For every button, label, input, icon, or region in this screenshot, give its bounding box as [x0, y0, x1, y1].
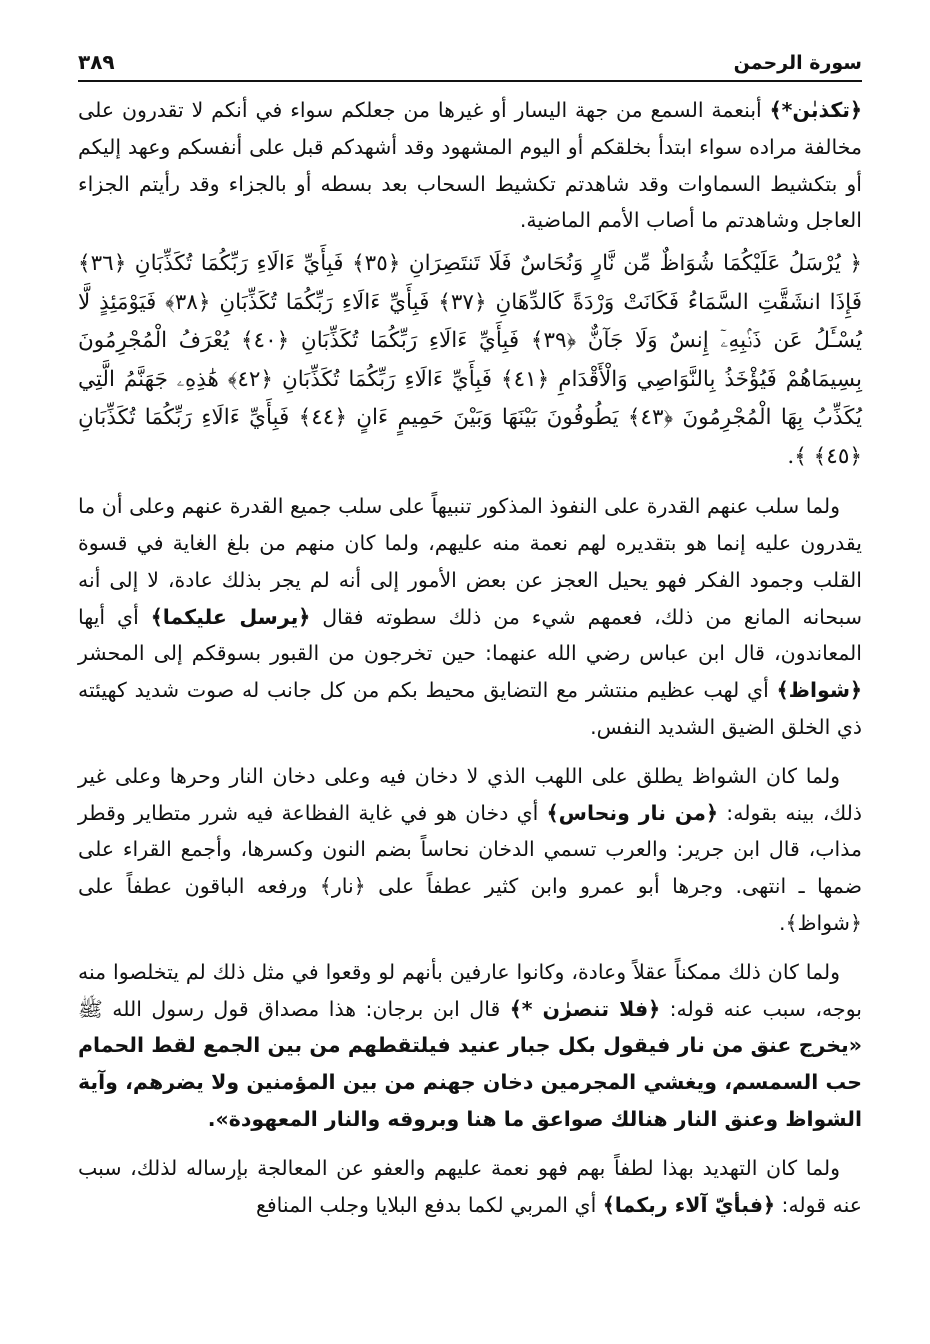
commentary-text: أي دخان هو في غاية الفظاعة فيه شرر متطاير وقطر مذاب، قال ابن جرير: والعرب تسمي الدخان نحاساً بضم النون وكسرها، وأجمع القراء على ضمها ـ انتهى. وجرها أبو عمرو وابن كثير عطفاً على ﴿نار﴾ ورفعه الباقون عطفاً على ﴿شواظ﴾.	[78, 800, 862, 935]
commentary-text: أبنعمة السمع من جهة اليسار أو غيرها من جعلكم سواء في أنكم لا تقدرون على مخالفة مراده سواء ابتدأ بخلقكم أو اليوم المشهود وقد أشهدكم قبل على أنفسكم وعهد إليكم أو بتكشيط السماوات وقد شاهدتم تكشيط السحاب بعد بسطه أو بالجزاء وقد رأيتم الجزاء العاجل وشاهدتم ما أصاب الأمم الماضية.	[78, 98, 862, 233]
commentary-paragraph	[78, 1150, 862, 1224]
commentary-paragraph	[78, 954, 862, 1138]
quran-quote: ﴿فلا تنصرٰن *﴾	[509, 996, 661, 1021]
book-page	[78, 40, 862, 1320]
quran-verses-block: ﴿ يُرْسَلُ عَلَيْكُمَا شُوَاظٌ مِّن نَّارٍ وَنُحَاسٌ فَلَا تَنتَصِرَانِ ﴿٣٥﴾ فَبِأَيِّ ءَالَاءِ رَبِّكُمَا تُكَذِّبَانِ ﴿٣٦﴾ فَإِذَا انشَقَّتِ السَّمَاءُ فَكَانَتْ وَرْدَةً كَالدِّهَانِ ﴿٣٧﴾ فَبِأَيِّ ءَالَاءِ رَبِّكُمَا تُكَذِّبَانِ ﴿٣٨﴾ فَيَوْمَئِذٍ لَّا يُسْـَٔلُ عَن ذَنۢبِهِۦٓ إِنسٌ وَلَا جَآنٌّ ﴿٣٩﴾ فَبِأَيِّ ءَالَاءِ رَبِّكُمَا تُكَذِّبَانِ ﴿٤٠﴾ يُعْرَفُ الْمُجْرِمُونَ بِسِيمَاهُمْ فَيُؤْخَذُ بِالنَّوَاصِي وَالْأَقْدَامِ ﴿٤١﴾ فَبِأَيِّ ءَالَاءِ رَبِّكُمَا تُكَذِّبَانِ ﴿٤٢﴾ هَٰذِهِۦ جَهَنَّمُ الَّتِي يُكَذِّبُ بِهَا الْمُجْرِمُونَ ﴿٤٣﴾ يَطُوفُونَ بَيْنَهَا وَبَيْنَ حَمِيمٍ ءَانٍ ﴿٤٤﴾ فَبِأَيِّ ءَالَاءِ رَبِّكُمَا تُكَذِّبَانِ ﴿٤٥﴾ ﴾.	[78, 251, 863, 469]
commentary-text: ولما كان الشواظ يطلق على اللهب الذي لا دخان فيه وعلى دخان النار وحرها وعلى غير ذلك، بينه بقوله:	[78, 763, 863, 825]
commentary-paragraph	[78, 758, 862, 942]
commentary-text: أي أيها المعاندون، قال ابن عباس رضي الله عنهما: حين تخرجون من القبور بسوقكم إلى المحشر	[78, 604, 862, 666]
hadith-quote: «يخرج عنق من نار فيقول بكل جبار عنيد فيلتقطهم من بين الجمع لقط الحمام حب السمسم، ويغشي المجرمين دخان جهنم من بين المؤمنين ولا يضرهم، وآية الشواظ وعنق النار هنالك صواعق ما هنا وبروقه والنار المعهودة».	[78, 1033, 862, 1131]
surah-title: سورة الرحمن	[733, 52, 862, 74]
quran-quote: ﴿فبأيّ آلاء ربكما﴾	[602, 1192, 776, 1217]
commentary-text: ولما سلب عنهم القدرة على النفوذ المذكور تنبيهاً على سلب جميع القدرة عنهم وعلى أن ما يقدرون عليه إنما هو بتقديره لهم نعمة منه عليهم، ولما كان منهم من بلغ الغاية في قسوة القلب وجمود الفكر فهو يحيل العجز عن بعض الأمور إلى أنه لم يجر بذلك عادة، لا إلى أنه سبحانه المانع من ذلك، فعمهم شيء من ذلك سطوته فقال	[78, 494, 863, 629]
commentary-text: أي لهب عظيم منتشر مع التضايق محيط بكم من كل جانب له صوت شديد كهيئته ذي الخلق الضيق الشديد النفس.	[78, 678, 862, 739]
page-number: ٣٨٩	[78, 50, 115, 74]
quran-word: ﴿تكذبٰن*﴾	[769, 98, 862, 122]
commentary-text: ولما كان ذلك ممكناً عقلاً وعادة، وكانوا عارفين بأنهم لو وقعوا في مثل ذلك لم يتخلصوا منه بوجه، سبب عنه قوله:	[78, 959, 862, 1021]
quran-quote: ﴿شواظ﴾	[776, 678, 862, 703]
page-content	[78, 92, 862, 1223]
commentary-text: قال ابن برجان: هذا مصداق قول رسول الله ﷺ	[78, 996, 510, 1021]
page-header	[78, 40, 862, 82]
commentary-paragraph	[78, 92, 862, 239]
commentary-text: ولما كان التهديد بهذا لطفاً بهم فهو نعمة عليهم والعفو عن المعالجة بإرساله لذلك، سبب عنه قوله:	[78, 1155, 862, 1217]
commentary-text: أي المربي لكما بدفع البلايا وجلب المنافع	[255, 1192, 603, 1217]
commentary-paragraph	[78, 488, 862, 746]
quran-quote: ﴿يرسل عليكما﴾	[150, 604, 311, 629]
quran-quote: ﴿من نار ونحاس﴾	[546, 800, 719, 825]
